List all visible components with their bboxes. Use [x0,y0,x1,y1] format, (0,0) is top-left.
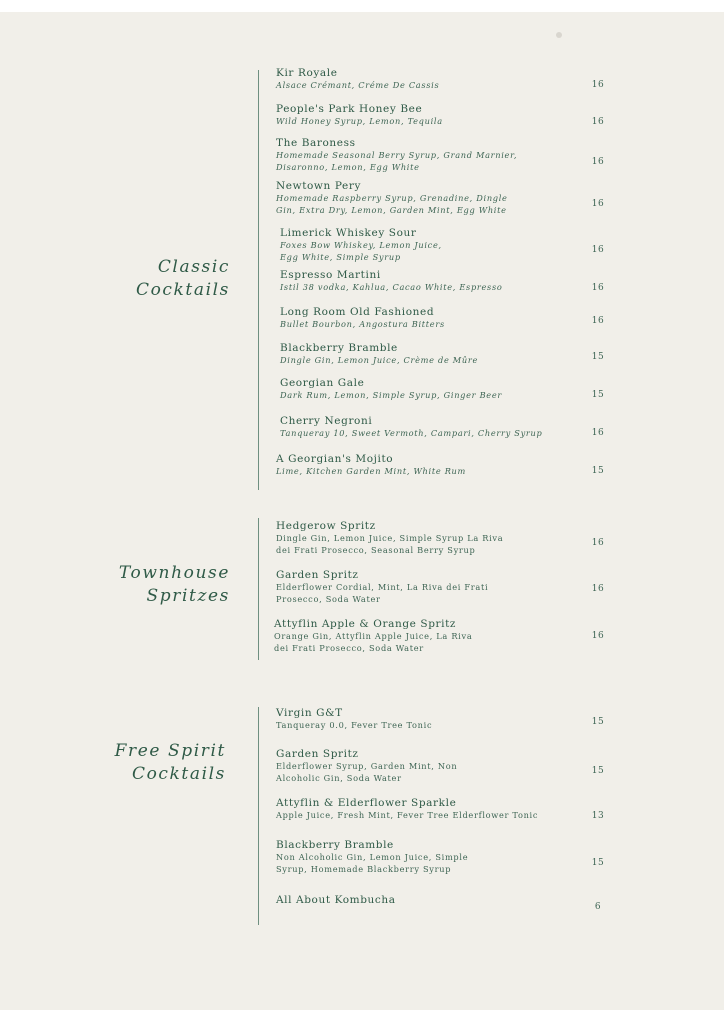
menu-item-description: Prosecco, Soda Water [276,593,381,604]
bottom-border [0,1010,724,1024]
menu-item-name: Long Room Old Fashioned [280,306,435,318]
menu-item-name: Garden Spritz [276,569,359,581]
menu-item-price: 15 [591,390,605,400]
menu-item-description: Non Alcoholic Gin, Lemon Juice, Simple [276,852,469,862]
menu-item-description: Wild Honey Syrup, Lemon, Tequila [276,116,443,126]
menu-item-description: Tanqueray 0.0, Fever Tree Tonic [276,720,433,730]
menu-item-price: 16 [591,428,605,438]
menu-item-name: A Georgian's Mojito [276,453,394,465]
menu-item-description: Foxes Bow Whiskey, Lemon Juice, [280,240,442,250]
menu-item [276,67,616,92]
menu-item [276,180,616,216]
section-title-line: Cocktails [131,764,226,784]
menu-item-description: Dingle Gin, Lemon Juice, Simple Syrup La Riva [276,533,504,543]
section-title-line: Spritzes [146,586,230,606]
menu-item-price: 13 [591,811,605,821]
menu-item-price: 16 [591,283,605,293]
menu-item-name: Hedgerow Spritz [276,520,376,532]
menu-item-name: People's Park Honey Bee [276,103,423,115]
menu-item-name: Kir Royale [276,67,338,79]
menu-item-description: Tanqueray 10, Sweet Vermoth, Campari, Cherry Syrup [280,428,543,438]
menu-item [276,797,616,822]
menu-item [274,618,614,654]
menu-item-description: Istil 38 vodka, Kahlua, Cacao White, Espresso [280,282,503,292]
menu-item [280,342,620,367]
menu-item-name: Attyflin Apple & Orange Spritz [274,618,457,630]
menu-item-price: 15 [591,352,605,362]
menu-item [280,377,620,402]
menu-item [276,520,616,556]
menu-item [276,453,616,478]
section-title-line: Classic [157,257,230,277]
menu-item-description: Bullet Bourbon, Angostura Bitters [280,319,445,329]
menu-item [276,103,616,128]
menu-item-name: Attyflin & Elderflower Sparkle [276,797,457,809]
menu-item-price: 16 [591,245,605,255]
menu-item-name: Georgian Gale [280,377,365,389]
menu-item-price: 16 [591,316,605,326]
menu-item-price: 16 [591,117,605,127]
menu-item [280,306,620,331]
menu-item-name: Espresso Martini [280,269,381,281]
section-title-line: Free Spirit [114,741,226,761]
menu-item-description: Homemade Raspberry Syrup, Grenadine, Dingle [276,193,508,203]
menu-item-name: Newtown Pery [276,180,361,192]
menu-item-description: Alcoholic Gin, Soda Water [276,772,402,783]
menu-item-name: The Baroness [276,137,356,149]
menu-item-name: Blackberry Bramble [276,839,394,851]
menu-item-price: 6 [594,902,602,912]
menu-item [280,227,620,263]
menu-item-description: Homemade Seasonal Berry Syrup, Grand Marnier, [276,150,518,160]
menu-item-description: Lime, Kitchen Garden Mint, White Rum [276,466,466,476]
menu-item-description: Syrup, Homemade Blackberry Syrup [276,863,452,874]
menu-item-price: 16 [591,199,605,209]
menu-item [280,269,620,294]
section-divider-line [258,707,259,925]
menu-item [276,748,616,784]
menu-item-description: Elderflower Syrup, Garden Mint, Non [276,761,458,771]
menu-item-description: Elderflower Cordial, Mint, La Riva dei Frati [276,582,489,592]
section-title-townhouse-spritzes [100,562,230,608]
menu-item-description: Apple Juice, Fresh Mint, Fever Tree Elderflower Tonic [276,810,539,820]
section-title-line: Townhouse [118,563,230,583]
menu-item [276,569,616,605]
menu-item [276,839,616,875]
menu-item [276,894,616,907]
menu-item-description: dei Frati Prosecco, Seasonal Berry Syrup [276,544,476,555]
menu-item-description: Alsace Crémant, Créme De Cassis [276,80,440,90]
menu-item-price: 16 [591,584,605,594]
menu-item-description: dei Frati Prosecco, Soda Water [274,642,424,653]
menu-item-name: All About Kombucha [276,894,396,906]
menu-item-price: 15 [591,466,605,476]
menu-item-description: Egg White, Simple Syrup [280,251,401,262]
menu-item-name: Limerick Whiskey Sour [280,227,417,239]
top-border [0,0,724,12]
menu-item-price: 16 [591,157,605,167]
menu-item-price: 15 [591,858,605,868]
menu-item-description: Gin, Extra Dry, Lemon, Garden Mint, Egg White [276,204,507,215]
menu-item-price: 15 [591,717,605,727]
menu-item [280,415,620,440]
menu-item-price: 16 [591,538,605,548]
section-title-classic-cocktails [100,256,230,302]
menu-item-price: 15 [591,766,605,776]
menu-item-name: Garden Spritz [276,748,359,760]
menu-item [276,707,616,732]
menu-item-name: Cherry Negroni [280,415,373,427]
menu-item-description: Orange Gin, Attyflin Apple Juice, La Riva [274,631,473,641]
menu-item-name: Blackberry Bramble [280,342,398,354]
section-title-line: Cocktails [135,280,230,300]
menu-item-price: 16 [591,80,605,90]
menu-item-price: 16 [591,631,605,641]
section-divider-line [258,518,259,660]
section-title-free-spirit-cocktails [96,740,226,786]
menu-item-description: Dark Rum, Lemon, Simple Syrup, Ginger Beer [280,390,503,400]
menu-item-name: Virgin G&T [276,707,343,719]
menu-item-description: Dingle Gin, Lemon Juice, Crème de Mûre [280,355,479,365]
section-divider-line [258,70,259,490]
menu-item [276,137,616,173]
menu-item-description: Disaronno, Lemon, Egg White [276,161,420,172]
paper-speck [556,32,562,38]
